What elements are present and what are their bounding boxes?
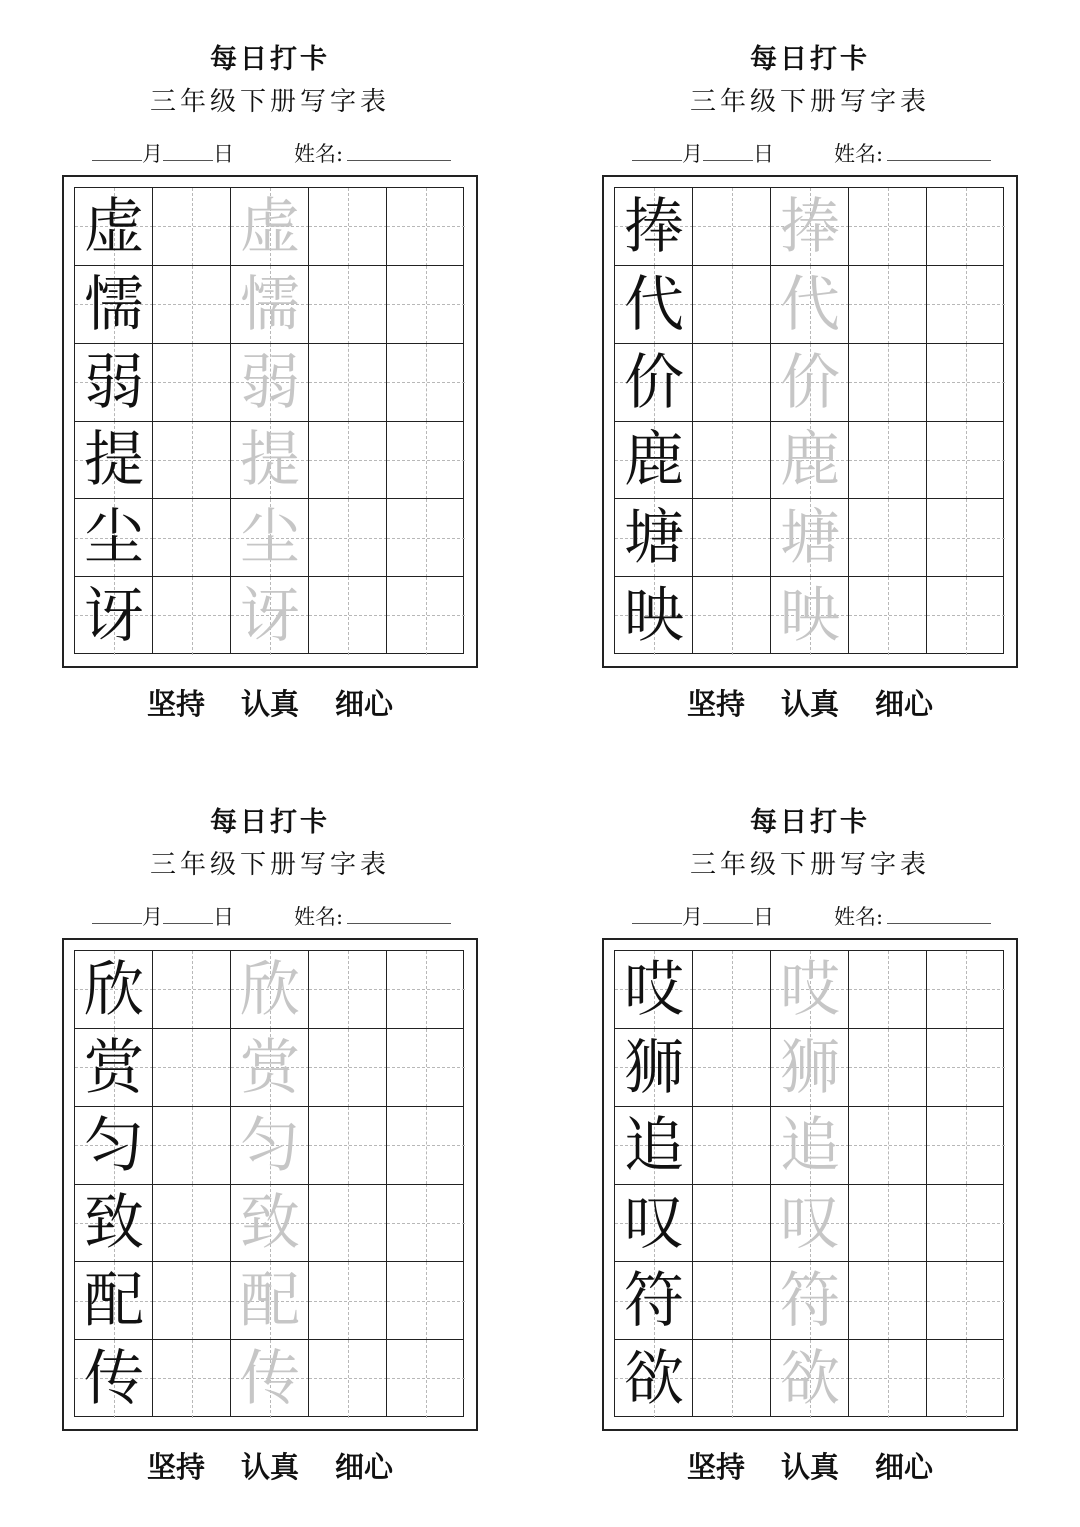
grid-cell[interactable] xyxy=(153,344,231,422)
trace-character: 尘 xyxy=(240,503,300,574)
practice-sheet xyxy=(0,0,540,763)
motto-word: 认真 xyxy=(240,687,299,721)
grid-cell[interactable] xyxy=(849,344,927,422)
sheet-title: 每日打卡 xyxy=(210,807,330,838)
practice-sheet xyxy=(0,763,540,1526)
grid-cell[interactable] xyxy=(153,188,231,266)
day-blank[interactable] xyxy=(703,901,753,924)
date-name-line xyxy=(632,901,1032,931)
grid-cell[interactable] xyxy=(849,1184,927,1262)
name-blank[interactable] xyxy=(887,138,991,161)
model-character: 价 xyxy=(624,347,684,418)
month-blank[interactable] xyxy=(632,901,682,924)
practice-sheet xyxy=(540,763,1080,1526)
trace-character: 虚 xyxy=(240,192,300,262)
grid-cell[interactable] xyxy=(153,1029,231,1107)
trace-character: 匀 xyxy=(240,1110,300,1181)
grid-cell[interactable] xyxy=(849,499,927,577)
motto xyxy=(0,684,540,724)
motto xyxy=(540,1447,1080,1487)
model-character: 匀 xyxy=(84,1110,144,1181)
motto-word: 细心 xyxy=(875,687,934,721)
sheet-subtitle: 三年级下册写字表 xyxy=(689,850,930,880)
month-label: 月 xyxy=(142,142,163,166)
trace-character: 代 xyxy=(780,269,840,340)
model-character: 捧 xyxy=(624,192,684,262)
grid-cell[interactable] xyxy=(927,1262,1005,1340)
model-character: 传 xyxy=(84,1344,144,1414)
grid-cell[interactable] xyxy=(693,1107,771,1185)
trace-character: 哎 xyxy=(780,955,840,1025)
trace-character: 塘 xyxy=(780,503,840,574)
model-character: 欣 xyxy=(84,955,144,1025)
writing-grid xyxy=(74,950,464,1417)
grid-cell[interactable] xyxy=(849,188,927,266)
model-character: 致 xyxy=(84,1188,144,1259)
month-label: 月 xyxy=(142,905,163,929)
model-character: 尘 xyxy=(84,503,144,574)
grid-cell[interactable] xyxy=(387,421,465,499)
day-label: 日 xyxy=(753,142,774,166)
trace-character: 欲 xyxy=(780,1344,840,1414)
grid-cell[interactable] xyxy=(153,1107,231,1185)
month-blank[interactable] xyxy=(92,138,142,161)
grid-cell[interactable] xyxy=(387,577,465,655)
trace-character: 价 xyxy=(780,347,840,418)
motto xyxy=(0,1447,540,1487)
trace-character: 提 xyxy=(240,425,300,496)
trace-character: 捧 xyxy=(780,192,840,262)
day-blank[interactable] xyxy=(163,901,213,924)
model-character: 鹿 xyxy=(624,425,684,496)
grid-cell[interactable] xyxy=(693,1340,771,1418)
name-label: 姓名: xyxy=(834,905,884,929)
motto-word: 细心 xyxy=(335,1450,394,1484)
name-label: 姓名: xyxy=(294,142,344,166)
day-blank[interactable] xyxy=(163,138,213,161)
grid-cell[interactable] xyxy=(387,951,465,1029)
day-label: 日 xyxy=(213,905,234,929)
month-label: 月 xyxy=(682,905,703,929)
model-character: 提 xyxy=(84,425,144,496)
model-character: 追 xyxy=(624,1110,684,1181)
grid-cell[interactable] xyxy=(387,344,465,422)
motto-word: 细心 xyxy=(875,1450,934,1484)
day-blank[interactable] xyxy=(703,138,753,161)
grid-cell[interactable] xyxy=(309,577,387,655)
grid-frame xyxy=(602,938,1018,1431)
practice-sheet xyxy=(540,0,1080,763)
month-blank[interactable] xyxy=(92,901,142,924)
model-character: 讶 xyxy=(84,581,144,651)
grid-cell[interactable] xyxy=(849,1262,927,1340)
name-label: 姓名: xyxy=(834,142,884,166)
grid-cell[interactable] xyxy=(309,1262,387,1340)
grid-cell[interactable] xyxy=(153,1262,231,1340)
grid-cell[interactable] xyxy=(309,951,387,1029)
grid-cell[interactable] xyxy=(849,1340,927,1418)
grid-cell[interactable] xyxy=(153,421,231,499)
motto xyxy=(540,684,1080,724)
model-character: 叹 xyxy=(624,1188,684,1259)
grid-cell[interactable] xyxy=(927,188,1005,266)
name-blank[interactable] xyxy=(887,901,991,924)
motto-word: 认真 xyxy=(780,687,839,721)
month-label: 月 xyxy=(682,142,703,166)
motto-word: 认真 xyxy=(780,1450,839,1484)
sheet-title: 每日打卡 xyxy=(750,807,870,838)
grid-cell[interactable] xyxy=(927,951,1005,1029)
grid-frame xyxy=(62,175,478,668)
grid-cell[interactable] xyxy=(927,344,1005,422)
writing-grid xyxy=(74,187,464,654)
motto-word: 坚持 xyxy=(686,687,745,721)
grid-cell[interactable] xyxy=(387,1184,465,1262)
grid-cell[interactable] xyxy=(927,1029,1005,1107)
grid-cell[interactable] xyxy=(153,577,231,655)
grid-cell[interactable] xyxy=(927,1107,1005,1185)
sheet-subtitle: 三年级下册写字表 xyxy=(689,87,930,117)
grid-cell[interactable] xyxy=(387,1262,465,1340)
model-character: 塘 xyxy=(624,503,684,574)
date-name-line xyxy=(632,138,1032,168)
trace-character: 弱 xyxy=(240,347,300,418)
grid-cell[interactable] xyxy=(927,499,1005,577)
trace-character: 映 xyxy=(780,581,840,651)
date-name-line xyxy=(92,138,492,168)
writing-grid xyxy=(614,187,1004,654)
motto-word: 坚持 xyxy=(146,1450,205,1484)
grid-cell[interactable] xyxy=(693,951,771,1029)
grid-cell[interactable] xyxy=(849,1107,927,1185)
grid-cell[interactable] xyxy=(387,1340,465,1418)
grid-cell[interactable] xyxy=(693,577,771,655)
trace-character: 追 xyxy=(780,1110,840,1181)
day-label: 日 xyxy=(753,905,774,929)
grid-cell[interactable] xyxy=(309,1184,387,1262)
grid-cell[interactable] xyxy=(153,951,231,1029)
grid-cell[interactable] xyxy=(693,266,771,344)
trace-character: 狮 xyxy=(780,1032,840,1103)
grid-cell[interactable] xyxy=(387,1029,465,1107)
trace-character: 叹 xyxy=(780,1188,840,1259)
grid-cell[interactable] xyxy=(387,188,465,266)
grid-cell[interactable] xyxy=(927,421,1005,499)
grid-cell[interactable] xyxy=(153,1340,231,1418)
grid-cell[interactable] xyxy=(849,1029,927,1107)
name-blank[interactable] xyxy=(347,138,451,161)
grid-cell[interactable] xyxy=(309,1340,387,1418)
sheet-subtitle: 三年级下册写字表 xyxy=(149,850,390,880)
grid-cell[interactable] xyxy=(927,577,1005,655)
name-blank[interactable] xyxy=(347,901,451,924)
day-label: 日 xyxy=(213,142,234,166)
model-character: 虚 xyxy=(84,192,144,262)
grid-cell[interactable] xyxy=(693,344,771,422)
sheet-subtitle: 三年级下册写字表 xyxy=(149,87,390,117)
grid-cell[interactable] xyxy=(693,421,771,499)
trace-character: 符 xyxy=(780,1266,840,1337)
motto-word: 认真 xyxy=(240,1450,299,1484)
grid-cell[interactable] xyxy=(153,266,231,344)
grid-cell[interactable] xyxy=(849,266,927,344)
grid-cell[interactable] xyxy=(309,1029,387,1107)
grid-cell[interactable] xyxy=(849,951,927,1029)
grid-cell[interactable] xyxy=(387,1107,465,1185)
trace-character: 配 xyxy=(240,1266,300,1337)
grid-frame xyxy=(602,175,1018,668)
grid-cell[interactable] xyxy=(309,499,387,577)
grid-cell[interactable] xyxy=(309,421,387,499)
model-character: 狮 xyxy=(624,1032,684,1103)
model-character: 哎 xyxy=(624,955,684,1025)
grid-cell[interactable] xyxy=(309,266,387,344)
writing-grid xyxy=(614,950,1004,1417)
grid-cell[interactable] xyxy=(153,499,231,577)
grid-cell[interactable] xyxy=(693,499,771,577)
grid-cell[interactable] xyxy=(927,266,1005,344)
sheet-title: 每日打卡 xyxy=(750,44,870,75)
trace-character: 鹿 xyxy=(780,425,840,496)
grid-cell[interactable] xyxy=(849,421,927,499)
motto-word: 坚持 xyxy=(686,1450,745,1484)
model-character: 欲 xyxy=(624,1344,684,1414)
model-character: 代 xyxy=(624,269,684,340)
date-name-line xyxy=(92,901,492,931)
grid-cell[interactable] xyxy=(309,188,387,266)
trace-character: 讶 xyxy=(240,581,300,651)
grid-cell[interactable] xyxy=(387,266,465,344)
model-character: 配 xyxy=(84,1266,144,1337)
trace-character: 传 xyxy=(240,1344,300,1414)
grid-cell[interactable] xyxy=(387,499,465,577)
sheet-title: 每日打卡 xyxy=(210,44,330,75)
grid-cell[interactable] xyxy=(693,188,771,266)
trace-character: 欣 xyxy=(240,955,300,1025)
motto-word: 细心 xyxy=(335,687,394,721)
model-character: 赏 xyxy=(84,1032,144,1103)
trace-character: 懦 xyxy=(240,269,300,340)
model-character: 符 xyxy=(624,1266,684,1337)
grid-cell[interactable] xyxy=(693,1262,771,1340)
trace-character: 致 xyxy=(240,1188,300,1259)
grid-cell[interactable] xyxy=(927,1340,1005,1418)
grid-cell[interactable] xyxy=(693,1184,771,1262)
trace-character: 赏 xyxy=(240,1032,300,1103)
grid-cell[interactable] xyxy=(153,1184,231,1262)
model-character: 懦 xyxy=(84,269,144,340)
name-label: 姓名: xyxy=(294,905,344,929)
motto-word: 坚持 xyxy=(146,687,205,721)
grid-frame xyxy=(62,938,478,1431)
grid-cell[interactable] xyxy=(849,577,927,655)
month-blank[interactable] xyxy=(632,138,682,161)
model-character: 映 xyxy=(624,581,684,651)
grid-cell[interactable] xyxy=(309,344,387,422)
grid-cell[interactable] xyxy=(309,1107,387,1185)
grid-cell[interactable] xyxy=(927,1184,1005,1262)
grid-cell[interactable] xyxy=(693,1029,771,1107)
model-character: 弱 xyxy=(84,347,144,418)
